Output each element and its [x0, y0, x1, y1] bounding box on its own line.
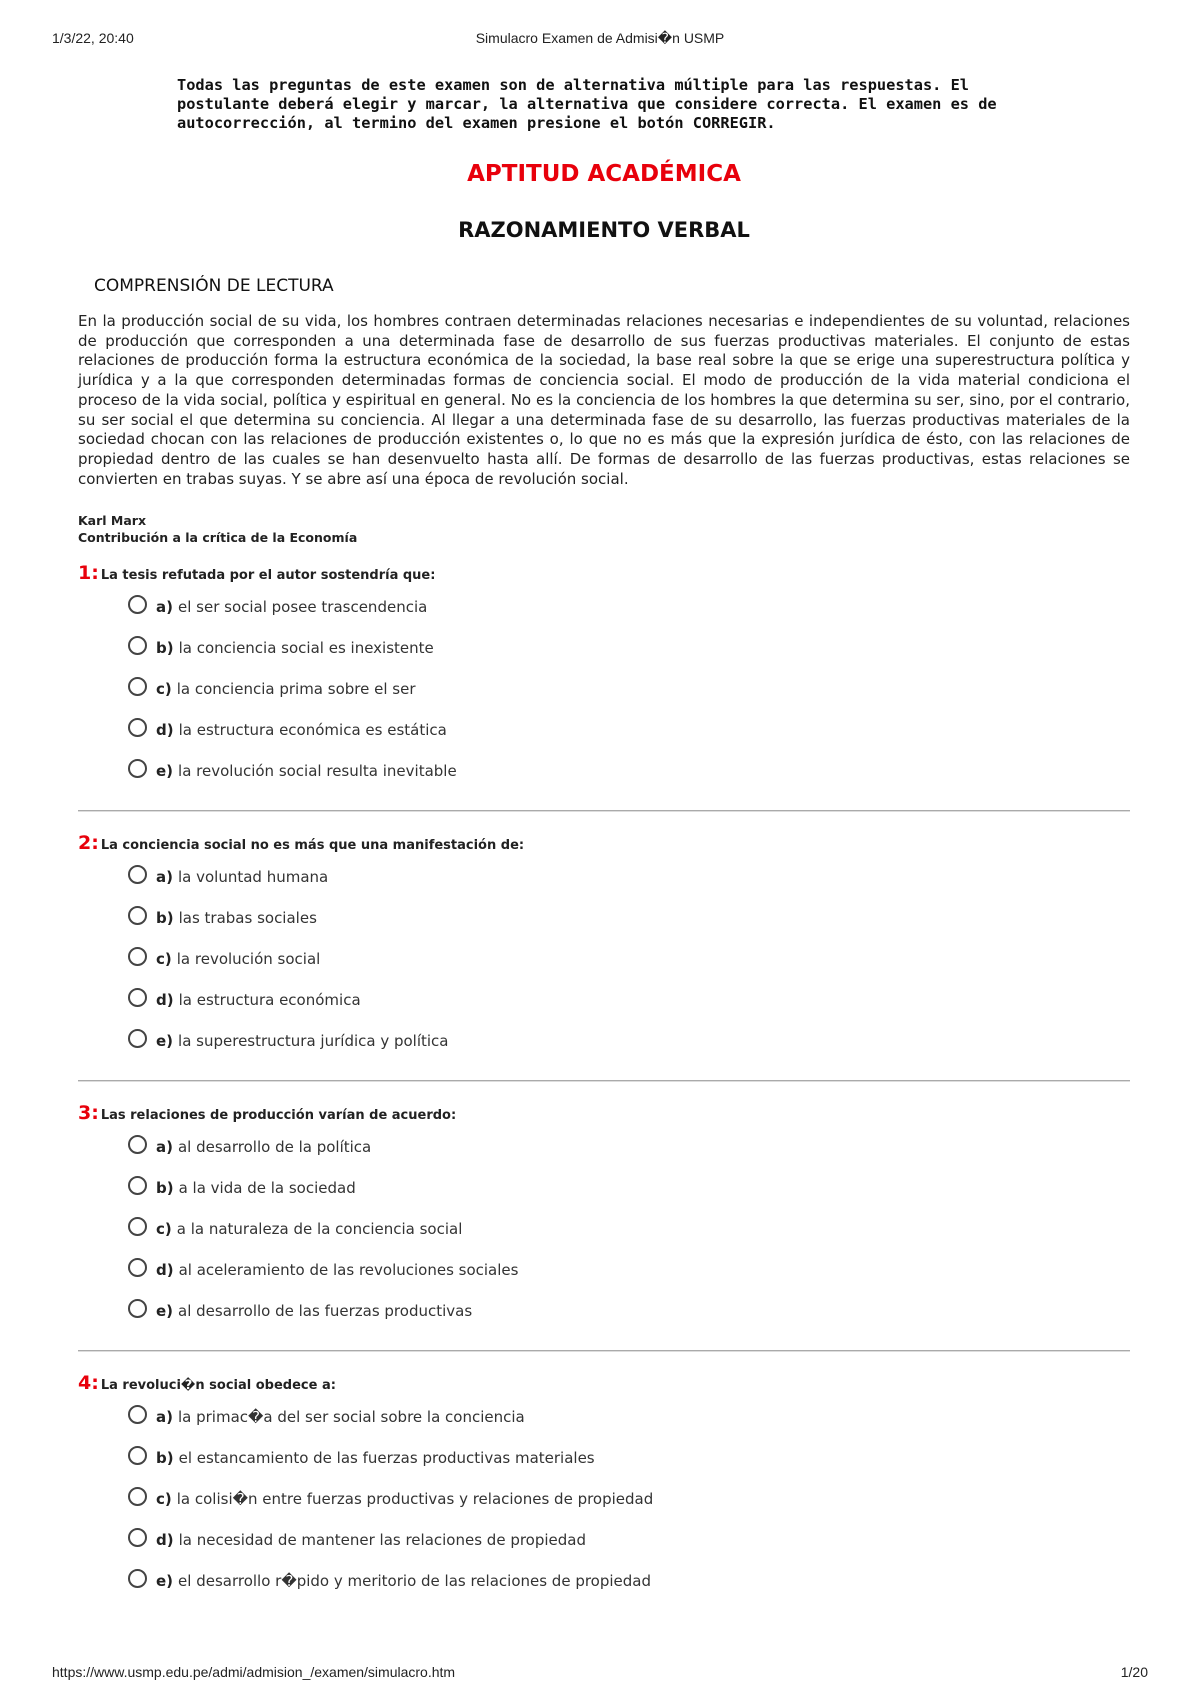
option-label: la primac�a del ser social sobre la conciencia	[177, 1408, 525, 1427]
answer-option[interactable]	[128, 718, 1130, 759]
option-text	[156, 906, 317, 927]
answer-options	[128, 1405, 1130, 1610]
question-heading	[78, 562, 1130, 587]
radio-button[interactable]	[128, 759, 147, 778]
radio-button[interactable]	[128, 1176, 147, 1195]
answer-option[interactable]	[128, 947, 1130, 988]
radio-button[interactable]	[128, 1135, 147, 1154]
answer-option[interactable]	[128, 677, 1130, 718]
option-label: a la naturaleza de la conciencia social	[176, 1220, 463, 1239]
option-label: al desarrollo de la política	[177, 1138, 372, 1157]
option-letter: d)	[156, 721, 174, 740]
option-letter: c)	[156, 1220, 172, 1239]
option-letter: e)	[156, 1032, 174, 1051]
answer-option[interactable]	[128, 906, 1130, 947]
option-text	[156, 636, 434, 657]
option-label: el desarrollo r�pido y meritorio de las relaciones de propiedad	[178, 1572, 652, 1591]
option-text	[156, 865, 328, 886]
answer-option[interactable]	[128, 1569, 1130, 1610]
answer-options	[128, 865, 1130, 1070]
radio-button[interactable]	[128, 865, 147, 884]
option-label: la revolución social	[176, 950, 321, 969]
answer-option[interactable]	[128, 1405, 1130, 1446]
question-2	[78, 832, 1130, 1082]
radio-button[interactable]	[128, 636, 147, 655]
question-divider	[78, 1350, 1130, 1352]
option-letter: b)	[156, 1179, 174, 1198]
question-4	[78, 1372, 1130, 1610]
radio-button[interactable]	[128, 677, 147, 696]
question-number: 1:	[78, 562, 99, 585]
question-number: 2:	[78, 832, 99, 855]
option-text	[156, 988, 361, 1009]
option-label: la conciencia prima sobre el ser	[176, 680, 416, 699]
option-text	[156, 1135, 371, 1156]
radio-button[interactable]	[128, 906, 147, 925]
answer-options	[128, 1135, 1130, 1340]
section-title: APTITUD ACADÉMICA	[467, 161, 741, 187]
radio-button[interactable]	[128, 1029, 147, 1048]
passage-source-work: Contribución a la crítica de la Economía	[78, 530, 358, 546]
option-letter: d)	[156, 1531, 174, 1550]
option-text	[156, 759, 457, 780]
option-text	[156, 1528, 586, 1549]
option-letter: a)	[156, 1138, 173, 1157]
answer-option[interactable]	[128, 1446, 1130, 1487]
answer-option[interactable]	[128, 759, 1130, 800]
option-label: el ser social posee trascendencia	[177, 598, 428, 617]
radio-button[interactable]	[128, 595, 147, 614]
radio-button[interactable]	[128, 1487, 147, 1506]
passage-author: Karl Marx	[78, 513, 147, 529]
radio-button[interactable]	[128, 1258, 147, 1277]
option-letter: b)	[156, 1449, 174, 1468]
option-text	[156, 1446, 595, 1467]
option-letter: a)	[156, 598, 173, 617]
option-text	[156, 595, 427, 616]
option-text	[156, 1029, 449, 1050]
option-text	[156, 1176, 356, 1197]
print-datetime: 1/3/22, 20:40	[52, 30, 134, 46]
print-footer	[52, 1664, 1148, 1684]
question-list	[78, 562, 1130, 1610]
radio-button[interactable]	[128, 1528, 147, 1547]
answer-option[interactable]	[128, 1299, 1130, 1340]
option-text	[156, 1569, 651, 1590]
question-text: Las relaciones de producción varían de acuerdo:	[100, 1108, 457, 1124]
option-label: la voluntad humana	[177, 868, 329, 887]
question-heading	[78, 1102, 1130, 1127]
option-text	[156, 1299, 472, 1320]
question-divider	[78, 810, 1130, 812]
option-text	[156, 718, 447, 739]
radio-button[interactable]	[128, 1405, 147, 1424]
option-label: el estancamiento de las fuerzas productivas materiales	[178, 1449, 595, 1468]
answer-options	[128, 595, 1130, 800]
answer-option[interactable]	[128, 1029, 1130, 1070]
option-text	[156, 1258, 518, 1279]
question-text: La conciencia social no es más que una manifestación de:	[100, 838, 525, 854]
radio-button[interactable]	[128, 1446, 147, 1465]
option-label: la conciencia social es inexistente	[178, 639, 434, 658]
option-label: las trabas sociales	[178, 909, 317, 928]
radio-button[interactable]	[128, 947, 147, 966]
option-label: la necesidad de mantener las relaciones de propiedad	[178, 1531, 587, 1550]
option-label: al aceleramiento de las revoluciones sociales	[178, 1261, 519, 1280]
print-header	[52, 30, 1148, 50]
question-number: 4:	[78, 1372, 99, 1395]
question-heading	[78, 832, 1130, 857]
option-text	[156, 1487, 653, 1508]
option-letter: d)	[156, 1261, 174, 1280]
option-letter: e)	[156, 1572, 174, 1591]
option-letter: c)	[156, 1490, 172, 1509]
exam-content	[78, 76, 1130, 1610]
option-label: la colisi�n entre fuerzas productivas y relaciones de propiedad	[176, 1490, 654, 1509]
option-letter: e)	[156, 1302, 174, 1321]
option-letter: e)	[156, 762, 174, 781]
option-letter: a)	[156, 1408, 173, 1427]
question-text: La tesis refutada por el autor sostendría que:	[100, 568, 436, 584]
option-letter: b)	[156, 639, 174, 658]
answer-option[interactable]	[128, 1528, 1130, 1569]
option-text	[156, 947, 320, 968]
option-label: la estructura económica	[178, 991, 361, 1010]
question-heading	[78, 1372, 1130, 1397]
option-letter: a)	[156, 868, 173, 887]
option-label: la revolución social resulta inevitable	[178, 762, 457, 781]
question-divider	[78, 1080, 1130, 1082]
radio-button[interactable]	[128, 1569, 147, 1588]
print-page-number: 1/20	[1120, 1664, 1148, 1680]
option-label: a la vida de la sociedad	[178, 1179, 356, 1198]
answer-option[interactable]	[128, 988, 1130, 1029]
reading-title: COMPRENSIÓN DE LECTURA	[94, 276, 334, 296]
option-label: la estructura económica es estática	[178, 721, 447, 740]
answer-option[interactable]	[128, 1135, 1130, 1176]
option-letter: d)	[156, 991, 174, 1010]
answer-option[interactable]	[128, 595, 1130, 636]
option-label: la superestructura jurídica y política	[178, 1032, 449, 1051]
option-label: al desarrollo de las fuerzas productivas	[178, 1302, 473, 1321]
answer-option[interactable]	[128, 1176, 1130, 1217]
question-number: 3:	[78, 1102, 99, 1125]
radio-button[interactable]	[128, 718, 147, 737]
answer-option[interactable]	[128, 1487, 1130, 1528]
answer-option[interactable]	[128, 1217, 1130, 1258]
print-url: https://www.usmp.edu.pe/admi/admision_/examen/simulacro.htm	[52, 1664, 456, 1680]
radio-button[interactable]	[128, 1217, 147, 1236]
exam-instructions: Todas las preguntas de este examen son de alternativa múltiple para las respuestas. El postulante deberá elegir y marcar, la alternativa que considere correcta. El examen es de autocorrección, al termino del examen presione el botón CORREGIR.	[177, 76, 997, 132]
question-1	[78, 562, 1130, 812]
question-text: La revoluci�n social obedece a:	[100, 1378, 336, 1394]
answer-option[interactable]	[128, 865, 1130, 906]
subject-title: RAZONAMIENTO VERBAL	[458, 218, 750, 242]
option-text	[156, 1405, 525, 1426]
option-letter: c)	[156, 680, 172, 699]
question-3	[78, 1102, 1130, 1352]
option-text	[156, 677, 415, 698]
radio-button[interactable]	[128, 988, 147, 1007]
answer-option[interactable]	[128, 636, 1130, 677]
print-page-title: Simulacro Examen de Admisi�n USMP	[475, 30, 725, 46]
answer-option[interactable]	[128, 1258, 1130, 1299]
radio-button[interactable]	[128, 1299, 147, 1318]
option-letter: c)	[156, 950, 172, 969]
option-text	[156, 1217, 462, 1238]
reading-passage: En la producción social de su vida, los hombres contraen determinadas relaciones necesarias e independientes de su voluntad, relaciones de producción que corresponden a una determinada fase de desarrollo de sus fuerzas productivas materiales. El conjunto de estas relaciones de producción forma la estructura económica de la sociedad, la base real sobre la que se erige una superestructura política y jurídica y a la que corresponden determinadas formas de conciencia social. El modo de producción de la vida material condiciona el proceso de la vida social, política y espiritual en general. No es la conciencia de los hombres la que determina su ser, sino, por el contrario, su ser social el que determina su conciencia. Al llegar a una determinada fase de su desarrollo, las fuerzas productivas materiales de la sociedad chocan con las relaciones de producción existentes o, lo que no es más que la expresión jurídica de ésto, con las relaciones de propiedad dentro de las cuales se han desenvuelto hasta allí. De formas de desarrollo de las fuerzas productivas, estas relaciones se convierten en trabas suyas. Y se abre así una época de revolución social.	[78, 312, 1130, 488]
option-letter: b)	[156, 909, 174, 928]
